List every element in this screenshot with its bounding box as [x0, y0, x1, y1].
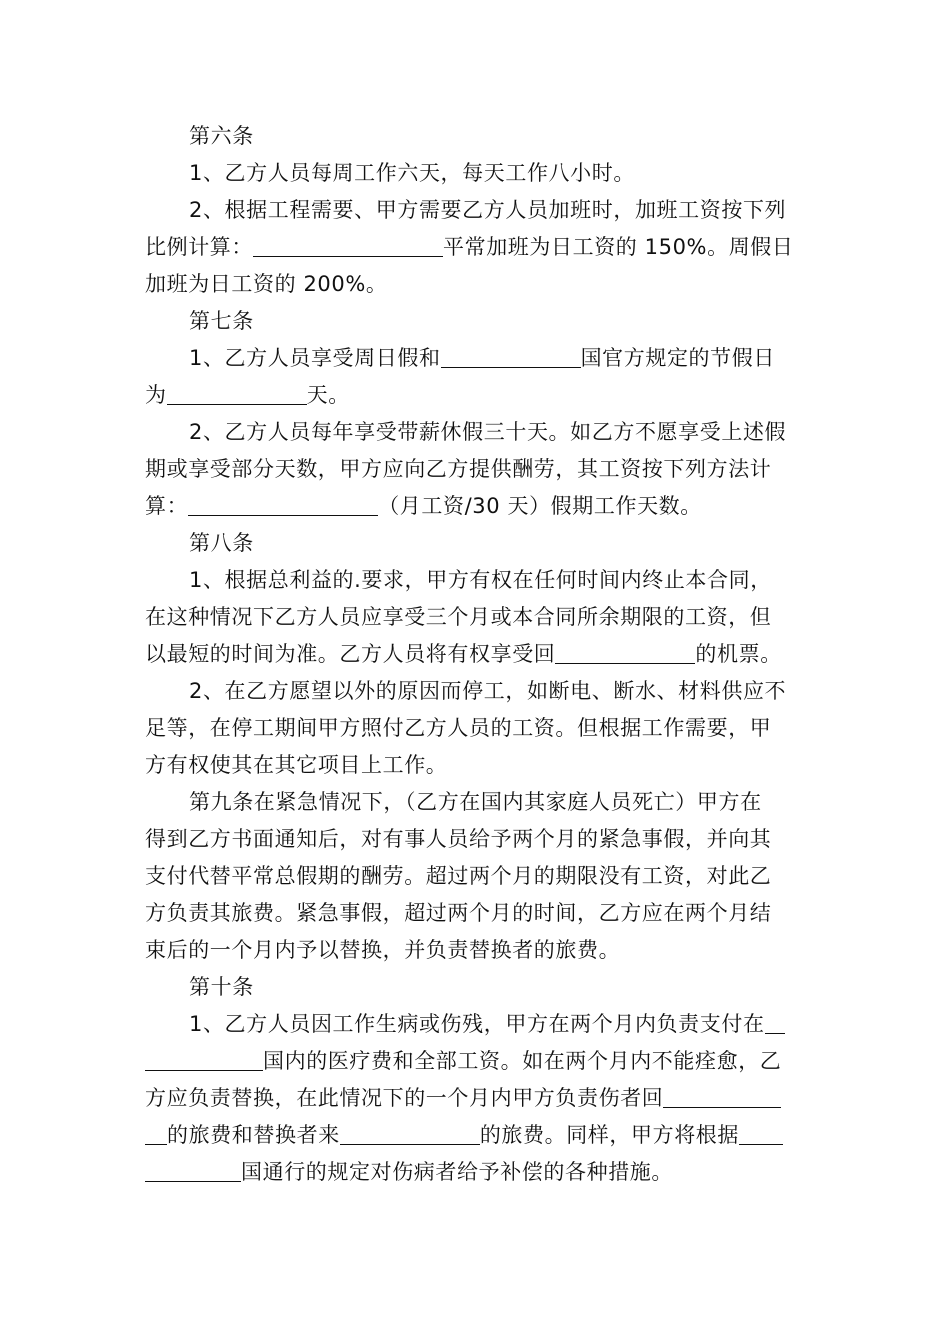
- text-line: [145, 1117, 807, 1154]
- text-line: [145, 303, 807, 340]
- text-segment: 方应负责替换，在此情况下的一个月内甲方负责伤者回: [145, 1086, 664, 1110]
- text-segment: 加班为日工资的 200%。: [145, 272, 388, 296]
- text-line: [145, 1043, 807, 1080]
- fill-in-blank: [441, 343, 581, 368]
- document-body: [145, 118, 807, 1191]
- text-segment: 的旅费和替换者来: [167, 1123, 340, 1147]
- text-segment: 第十条: [189, 975, 254, 999]
- text-line: [145, 1154, 807, 1191]
- text-segment: 算：: [145, 494, 189, 518]
- text-segment: 2、乙方人员每年享受带薪休假三十天。如乙方不愿享受上述假: [189, 420, 787, 444]
- text-line: [145, 229, 807, 266]
- text-segment: 的机票。: [695, 642, 782, 666]
- fill-in-blank: [188, 491, 378, 516]
- text-segment: 2、根据工程需要、甲方需要乙方人员加班时，加班工资按下列: [189, 198, 787, 222]
- text-line: [145, 414, 807, 451]
- fill-in-blank: [765, 1009, 785, 1034]
- text-segment: 平常加班为日工资的 150%。周假日: [443, 235, 794, 259]
- text-segment: 第六条: [189, 124, 254, 148]
- text-line: [145, 192, 807, 229]
- text-line: [145, 377, 807, 414]
- text-segment: 比例计算：: [145, 235, 253, 259]
- text-segment: 以最短的时间为准。乙方人员将有权享受回: [145, 642, 556, 666]
- text-line: [145, 118, 807, 155]
- fill-in-blank: [167, 380, 307, 405]
- text-segment: 第八条: [189, 531, 254, 555]
- text-line: [145, 932, 807, 969]
- text-segment: 1、乙方人员享受周日假和: [189, 346, 441, 370]
- text-segment: 期或享受部分天数，甲方应向乙方提供酬劳，其工资按下列方法计: [145, 457, 772, 481]
- text-segment: 方有权使其在其它项目上工作。: [145, 753, 448, 777]
- fill-in-blank: [555, 639, 695, 664]
- text-line: [145, 821, 807, 858]
- fill-in-blank: [145, 1120, 167, 1145]
- fill-in-blank: [340, 1120, 480, 1145]
- text-segment: 第七条: [189, 309, 254, 333]
- text-line: [145, 784, 807, 821]
- text-segment: 的旅费。同样，甲方将根据: [479, 1123, 740, 1147]
- text-segment: 得到乙方书面通知后，对有事人员给予两个月的紧急事假，并向其: [145, 827, 772, 851]
- text-line: [145, 1080, 807, 1117]
- fill-in-blank: [739, 1120, 783, 1145]
- text-line: [145, 155, 807, 192]
- text-line: [145, 451, 807, 488]
- text-segment: 国内的医疗费和全部工资。如在两个月内不能痊愈，乙: [263, 1049, 782, 1073]
- text-segment: 支付代替平常总假期的酬劳。超过两个月的期限没有工资，对此乙: [145, 864, 772, 888]
- text-segment: 束后的一个月内予以替换，并负责替换者的旅费。: [145, 938, 621, 962]
- text-line: [145, 340, 807, 377]
- text-segment: 国官方规定的节假日: [580, 346, 775, 370]
- text-line: [145, 710, 807, 747]
- text-segment: 1、根据总利益的.要求，甲方有权在任何时间内终止本合同，: [189, 568, 772, 592]
- fill-in-blank: [663, 1083, 781, 1108]
- text-line: [145, 525, 807, 562]
- fill-in-blank: [145, 1157, 241, 1182]
- text-segment: （月工资/30 天）假期工作天数。: [378, 494, 702, 518]
- text-segment: 第九条在紧急情况下，（乙方在国内其家庭人员死亡）甲方在: [189, 790, 762, 814]
- text-segment: 为: [145, 383, 167, 407]
- text-segment: 足等，在停工期间甲方照付乙方人员的工资。但根据工作需要，甲: [145, 716, 772, 740]
- text-segment: 1、乙方人员每周工作六天，每天工作八小时。: [189, 161, 635, 185]
- text-segment: 天。: [306, 383, 350, 407]
- text-segment: 2、在乙方愿望以外的原因而停工，如断电、断水、材料供应不: [189, 679, 787, 703]
- text-line: [145, 636, 807, 673]
- text-segment: 国通行的规定对伤病者给予补偿的各种措施。: [241, 1160, 673, 1184]
- text-segment: 1、乙方人员因工作生病或伤残，甲方在两个月内负责支付在: [189, 1012, 765, 1036]
- fill-in-blank: [253, 232, 443, 257]
- fill-in-blank: [145, 1046, 263, 1071]
- text-line: [145, 266, 807, 303]
- text-line: [145, 1006, 807, 1043]
- text-line: [145, 562, 807, 599]
- text-line: [145, 599, 807, 636]
- text-line: [145, 858, 807, 895]
- text-line: [145, 969, 807, 1006]
- text-line: [145, 488, 807, 525]
- text-segment: 方负责其旅费。紧急事假，超过两个月的时间，乙方应在两个月结: [145, 901, 772, 925]
- text-line: [145, 673, 807, 710]
- text-segment: 在这种情况下乙方人员应享受三个月或本合同所余期限的工资，但: [145, 605, 772, 629]
- text-line: [145, 747, 807, 784]
- text-line: [145, 895, 807, 932]
